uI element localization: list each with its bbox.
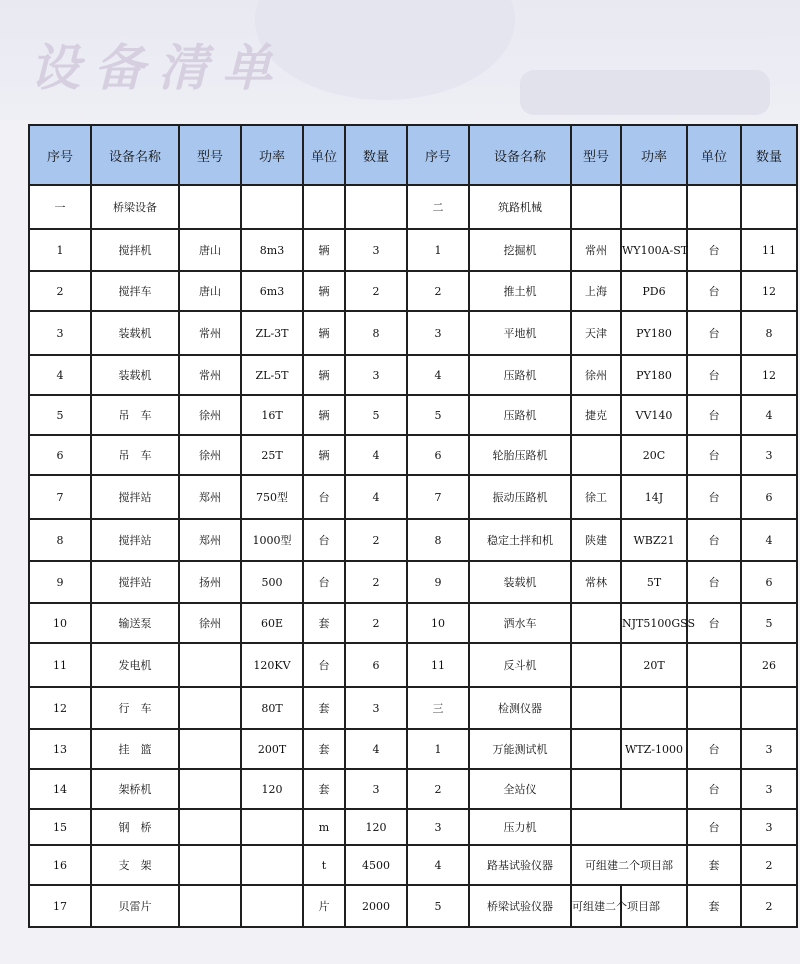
table-cell: 台 — [687, 435, 741, 475]
table-cell: 2 — [345, 603, 407, 643]
table-cell: 稳定土拌和机 — [469, 519, 571, 561]
table-cell — [687, 687, 741, 729]
table-cell: 9 — [407, 561, 469, 603]
table-cell — [241, 845, 303, 885]
table-cell: 常州 — [179, 355, 241, 395]
table-cell: m — [303, 809, 345, 845]
table-cell — [571, 687, 621, 729]
table-cell: ZL-3T — [241, 311, 303, 355]
table-cell — [621, 185, 687, 229]
table-cell: 常林 — [571, 561, 621, 603]
table-cell: VV140 — [621, 395, 687, 435]
table-cell: 压路机 — [469, 355, 571, 395]
table-cell: 陕建 — [571, 519, 621, 561]
table-cell: 7 — [29, 475, 91, 519]
table-cell: 郑州 — [179, 475, 241, 519]
table-row — [29, 603, 797, 643]
table-cell — [571, 185, 621, 229]
table-cell: 4500 — [345, 845, 407, 885]
table-cell: 装载机 — [91, 355, 179, 395]
table-cell: 推土机 — [469, 271, 571, 311]
header-cell: 序号 — [407, 125, 469, 185]
table-cell: 台 — [687, 603, 741, 643]
table-cell: 行 车 — [91, 687, 179, 729]
table-cell: 辆 — [303, 271, 345, 311]
table-cell: 6m3 — [241, 271, 303, 311]
table-cell — [241, 809, 303, 845]
table-cell: 10 — [407, 603, 469, 643]
table-cell: 支 架 — [91, 845, 179, 885]
table-cell — [179, 885, 241, 927]
table-cell: 5T — [621, 561, 687, 603]
table-cell: 桥梁设备 — [91, 185, 179, 229]
table-cell: 12 — [741, 271, 797, 311]
table-cell: 路基试验仪器 — [469, 845, 571, 885]
table-cell: 4 — [345, 729, 407, 769]
table-cell: 4 — [29, 355, 91, 395]
table-cell: ZL-5T — [241, 355, 303, 395]
table-cell — [241, 885, 303, 927]
table-cell: 17 — [29, 885, 91, 927]
table-cell: 台 — [687, 561, 741, 603]
table-cell: 7 — [407, 475, 469, 519]
table-row — [29, 687, 797, 729]
table-cell: 徐州 — [179, 603, 241, 643]
table-cell: 2 — [741, 845, 797, 885]
table-cell: 4 — [741, 519, 797, 561]
header-cell: 数量 — [345, 125, 407, 185]
table-cell — [571, 769, 621, 809]
table-cell: 20T — [621, 643, 687, 687]
table-header-row — [29, 125, 797, 185]
table-cell — [179, 687, 241, 729]
table-cell: 天津 — [571, 311, 621, 355]
table-cell: 常州 — [571, 229, 621, 271]
table-row — [29, 355, 797, 395]
table-cell: 吊 车 — [91, 395, 179, 435]
table-cell: 16T — [241, 395, 303, 435]
table-row — [29, 475, 797, 519]
table-cell: 3 — [345, 355, 407, 395]
table-cell: 台 — [687, 355, 741, 395]
table-cell: 检测仪器 — [469, 687, 571, 729]
header-cell: 数量 — [741, 125, 797, 185]
header-cell: 功率 — [241, 125, 303, 185]
table-cell: 2 — [407, 769, 469, 809]
table-cell: 3 — [741, 435, 797, 475]
table-cell: 输送泵 — [91, 603, 179, 643]
table-cell: 徐州 — [179, 395, 241, 435]
decorative-rect — [520, 70, 770, 115]
table-cell: 唐山 — [179, 271, 241, 311]
table-cell: 1000型 — [241, 519, 303, 561]
table-cell: 11 — [407, 643, 469, 687]
table-cell: 3 — [741, 729, 797, 769]
table-cell: 6 — [345, 643, 407, 687]
table-cell: PD6 — [621, 271, 687, 311]
table-cell: 三 — [407, 687, 469, 729]
table-cell: 台 — [303, 561, 345, 603]
table-cell: 搅拌站 — [91, 475, 179, 519]
table-cell: 5 — [29, 395, 91, 435]
table-cell: 8 — [345, 311, 407, 355]
table-cell: 郑州 — [179, 519, 241, 561]
table-cell: 6 — [407, 435, 469, 475]
table-cell: 台 — [303, 643, 345, 687]
header-cell: 型号 — [571, 125, 621, 185]
table-cell: 500 — [241, 561, 303, 603]
table-cell — [571, 435, 621, 475]
table-cell: 120 — [345, 809, 407, 845]
table-cell: 8 — [29, 519, 91, 561]
table-row — [29, 845, 797, 885]
table-cell: 3 — [407, 809, 469, 845]
table-cell: 套 — [687, 885, 741, 927]
table-cell: WBZ21 — [621, 519, 687, 561]
table-cell: 筑路机械 — [469, 185, 571, 229]
table-cell: 洒水车 — [469, 603, 571, 643]
table-cell — [179, 729, 241, 769]
table-cell: 台 — [687, 519, 741, 561]
table-cell: 桥梁试验仪器 — [469, 885, 571, 927]
table-cell: 装载机 — [91, 311, 179, 355]
table-cell: 压力机 — [469, 809, 571, 845]
table-row — [29, 395, 797, 435]
table-cell: PY180 — [621, 311, 687, 355]
table-cell: 9 — [29, 561, 91, 603]
table-cell: 台 — [303, 475, 345, 519]
table-cell: 架桥机 — [91, 769, 179, 809]
table-cell: 12 — [741, 355, 797, 395]
header-cell: 序号 — [29, 125, 91, 185]
table-cell: 套 — [303, 687, 345, 729]
table-cell: 台 — [687, 271, 741, 311]
table-cell — [741, 185, 797, 229]
table-cell: 5 — [741, 603, 797, 643]
table-cell: 辆 — [303, 355, 345, 395]
header-cell: 型号 — [179, 125, 241, 185]
table-cell: 反斗机 — [469, 643, 571, 687]
table-row — [29, 271, 797, 311]
table-cell: 8 — [741, 311, 797, 355]
table-cell: PY180 — [621, 355, 687, 395]
table-cell — [571, 729, 621, 769]
table-cell — [303, 185, 345, 229]
table-cell: 2 — [29, 271, 91, 311]
table-cell: 2 — [345, 271, 407, 311]
table-cell: 10 — [29, 603, 91, 643]
table-cell: 常州 — [179, 311, 241, 355]
table-cell: 上海 — [571, 271, 621, 311]
table-cell: 3 — [345, 769, 407, 809]
table-cell — [571, 809, 687, 845]
table-row — [29, 185, 797, 229]
table-cell: 可组建二个项目部 — [571, 845, 687, 885]
table-row — [29, 435, 797, 475]
table-row — [29, 729, 797, 769]
table-cell: 11 — [29, 643, 91, 687]
table-cell: 2 — [407, 271, 469, 311]
table-cell: 装载机 — [469, 561, 571, 603]
table-cell: 发电机 — [91, 643, 179, 687]
table-cell: 3 — [741, 809, 797, 845]
table-cell: 辆 — [303, 395, 345, 435]
table-cell: 5 — [407, 885, 469, 927]
table-cell: 台 — [303, 519, 345, 561]
table-cell: 11 — [741, 229, 797, 271]
table-cell: 1 — [407, 229, 469, 271]
equipment-table — [28, 124, 798, 928]
table-cell: 5 — [345, 395, 407, 435]
table-cell: 捷克 — [571, 395, 621, 435]
table-cell: 扬州 — [179, 561, 241, 603]
table-cell: 4 — [407, 355, 469, 395]
table-cell: 搅拌车 — [91, 271, 179, 311]
table-cell — [741, 687, 797, 729]
table-cell: 6 — [741, 475, 797, 519]
table-cell: 台 — [687, 229, 741, 271]
table-row — [29, 311, 797, 355]
table-cell: 3 — [345, 687, 407, 729]
table-cell: WY100A-ST — [621, 229, 687, 271]
table-cell: 12 — [29, 687, 91, 729]
header-cell: 设备名称 — [469, 125, 571, 185]
header-cell: 功率 — [621, 125, 687, 185]
table-cell: 15 — [29, 809, 91, 845]
table-cell: 4 — [345, 475, 407, 519]
table-cell: 吊 车 — [91, 435, 179, 475]
table-cell: 3 — [741, 769, 797, 809]
table-cell: t — [303, 845, 345, 885]
table-cell: 26 — [741, 643, 797, 687]
table-cell: 轮胎压路机 — [469, 435, 571, 475]
table-cell: 套 — [303, 769, 345, 809]
header-cell: 单位 — [303, 125, 345, 185]
table-cell: 60E — [241, 603, 303, 643]
table-cell: 台 — [687, 395, 741, 435]
table-cell: 14J — [621, 475, 687, 519]
table-cell: 徐州 — [571, 355, 621, 395]
table-cell: NJT5100GSS — [621, 603, 687, 643]
table-cell: 搅拌机 — [91, 229, 179, 271]
table-cell: 4 — [407, 845, 469, 885]
table-cell — [179, 845, 241, 885]
table-cell — [179, 769, 241, 809]
table-cell: 台 — [687, 729, 741, 769]
table-cell: 14 — [29, 769, 91, 809]
table-cell: 8 — [407, 519, 469, 561]
table-cell: 平地机 — [469, 311, 571, 355]
table-cell: 3 — [407, 311, 469, 355]
table-cell: 16 — [29, 845, 91, 885]
table-row — [29, 885, 797, 927]
table-cell: 套 — [303, 603, 345, 643]
table-cell: 13 — [29, 729, 91, 769]
table-row — [29, 229, 797, 271]
table-cell: 750型 — [241, 475, 303, 519]
table-row — [29, 643, 797, 687]
table-cell — [571, 643, 621, 687]
table-cell: 1 — [407, 729, 469, 769]
table-cell — [179, 643, 241, 687]
table-cell: WTZ-1000 — [621, 729, 687, 769]
header-cell: 设备名称 — [91, 125, 179, 185]
table-cell — [571, 603, 621, 643]
table-cell: 辆 — [303, 311, 345, 355]
table-cell: 台 — [687, 311, 741, 355]
table-cell: 台 — [687, 809, 741, 845]
table-cell: 4 — [345, 435, 407, 475]
table-cell: 2 — [345, 519, 407, 561]
table-cell: 3 — [29, 311, 91, 355]
table-cell: 振动压路机 — [469, 475, 571, 519]
table-cell — [621, 769, 687, 809]
table-cell: 120KV — [241, 643, 303, 687]
table-cell: 挂 篮 — [91, 729, 179, 769]
table-cell — [179, 809, 241, 845]
table-cell: 2 — [345, 561, 407, 603]
table-cell: 2000 — [345, 885, 407, 927]
table-cell: 6 — [741, 561, 797, 603]
table-cell — [179, 185, 241, 229]
table-row — [29, 561, 797, 603]
table-cell: 套 — [303, 729, 345, 769]
table-cell: 辆 — [303, 229, 345, 271]
table-cell: 搅拌站 — [91, 561, 179, 603]
table-cell: 钢 桥 — [91, 809, 179, 845]
table-cell: 台 — [687, 475, 741, 519]
table-cell: 5 — [407, 395, 469, 435]
table-cell: 万能测试机 — [469, 729, 571, 769]
table-cell: 徐州 — [179, 435, 241, 475]
table-cell: 贝雷片 — [91, 885, 179, 927]
table-cell: 辆 — [303, 435, 345, 475]
table-cell — [621, 687, 687, 729]
table-cell: 80T — [241, 687, 303, 729]
table-cell: 片 — [303, 885, 345, 927]
table-cell: 6 — [29, 435, 91, 475]
table-cell: 套 — [687, 845, 741, 885]
table-cell: 全站仪 — [469, 769, 571, 809]
table-cell: 4 — [741, 395, 797, 435]
table-cell: 二 — [407, 185, 469, 229]
table-cell — [241, 185, 303, 229]
table-cell: 25T — [241, 435, 303, 475]
table-cell: 200T — [241, 729, 303, 769]
table-cell — [687, 185, 741, 229]
table-cell: 挖掘机 — [469, 229, 571, 271]
table-cell: 120 — [241, 769, 303, 809]
table-cell: 搅拌站 — [91, 519, 179, 561]
table-row — [29, 769, 797, 809]
table-cell: 一 — [29, 185, 91, 229]
table-cell: 8m3 — [241, 229, 303, 271]
table-cell — [687, 643, 741, 687]
table-cell: 3 — [345, 229, 407, 271]
table-cell: 台 — [687, 769, 741, 809]
table-row — [29, 809, 797, 845]
table-cell — [345, 185, 407, 229]
table-cell: 徐工 — [571, 475, 621, 519]
table-cell: 1 — [29, 229, 91, 271]
table-cell: 20C — [621, 435, 687, 475]
table-row — [29, 519, 797, 561]
table-cell: 唐山 — [179, 229, 241, 271]
table-cell: 2 — [741, 885, 797, 927]
header-cell: 单位 — [687, 125, 741, 185]
table-cell: 可组建二个项目部 — [571, 885, 621, 927]
table-cell: 压路机 — [469, 395, 571, 435]
page-title: 设备清单 — [30, 38, 286, 97]
